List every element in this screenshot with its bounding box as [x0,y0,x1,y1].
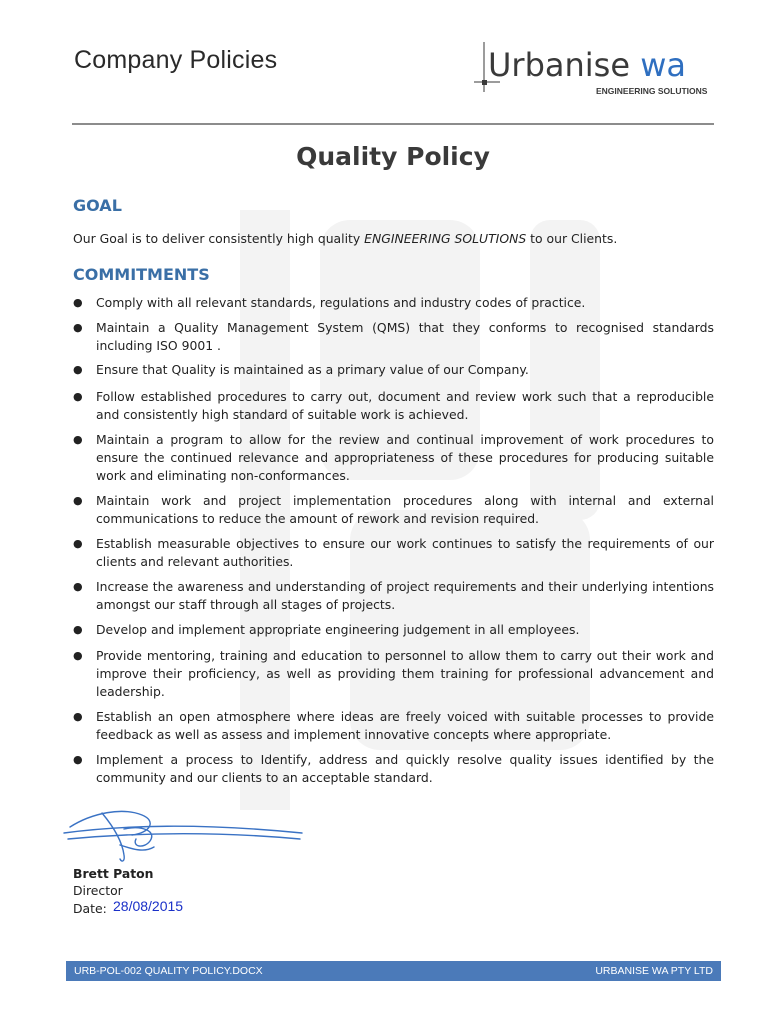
bullet-icon: ● [73,296,83,309]
goal-text-end: to our Clients. [526,231,618,246]
bullet-icon: ● [73,390,83,403]
commitments-heading: COMMITMENTS [73,265,210,284]
footer-document-code: URB-POL-002 QUALITY POLICY.DOCX [74,965,263,977]
goal-text-start: Our Goal is to deliver consistently high quality [73,231,365,246]
header-title: Company Policies [74,46,278,74]
signatory-role: Director [73,883,123,898]
bullet-icon: ● [73,363,83,376]
goal-heading: GOAL [73,196,122,215]
bullet-icon: ● [73,649,83,662]
date-value: 28/08/2015 [113,898,184,914]
list-item [72,319,714,355]
date-label: Date: [73,901,107,916]
list-item [72,535,714,571]
bullet-icon: ● [73,433,83,446]
footer-company-name: URBANISE WA PTY LTD [595,965,713,977]
list-item-text: Ensure that Quality is maintained as a primary value of our Company. [96,362,529,377]
goal-text [73,231,733,246]
list-item-text: Comply with all relevant standards, regulations and industry codes of practice. [96,295,586,310]
goal-text-emphasis: ENGINEERING SOLUTIONS [364,231,527,246]
commitments-list [72,294,714,787]
bullet-icon: ● [73,753,83,766]
logo-tagline: ENGINEERING SOLUTIONS [596,86,708,96]
list-item [72,578,714,614]
list-item [72,361,714,379]
list-item-text: Establish measurable objectives to ensure our work continues to satisfy the requirements of our clients and relevant authorities. [96,536,714,569]
bullet-icon: ● [73,537,83,550]
bullet-icon: ● [73,623,83,636]
list-item-text: Maintain work and project implementation procedures along with internal and external communications to reduce the amount of rework and revision required. [96,493,714,526]
document-title: Quality Policy [296,142,490,171]
logo-wordmark: Urbanise wa [488,46,686,84]
signatory-name: Brett Paton [73,866,154,881]
list-item-text: Develop and implement appropriate engineering judgement in all employees. [96,622,580,637]
list-item-text: Increase the awareness and understanding of project requirements and their underlying intentions amongst our staff through all stages of projects. [96,579,714,612]
bullet-icon: ● [73,494,83,507]
company-logo [470,42,720,100]
list-item [72,431,714,485]
bullet-icon: ● [73,321,83,334]
bullet-icon: ● [73,710,83,723]
list-item [72,647,714,701]
list-item-text: Follow established procedures to carry out, document and review work such that a reproducible and consistently high standard of suitable work is achieved. [96,389,714,422]
list-item [72,708,714,744]
list-item [72,621,714,639]
list-item [72,751,714,787]
list-item [72,492,714,528]
footer-bar [66,961,721,981]
list-item-text: Provide mentoring, training and education to personnel to allow them to carry out their work and improve their proficiency, as well as providing them training for professional advancement and leadership. [96,648,714,699]
list-item [72,294,714,312]
list-item-text: Maintain a program to allow for the review and continual improvement of work procedures to ensure the continued relevance and appropriateness of these procedures for producing suitable work and eliminating non-conformances. [96,432,714,483]
header-divider [72,123,714,125]
list-item-text: Establish an open atmosphere where ideas are freely voiced with suitable processes to provide feedback as well as assess and implement innovative concepts where appropriate. [96,709,714,742]
bullet-icon: ● [73,580,83,593]
list-item-text: Implement a process to Identify, address and quickly resolve quality issues identified by the community and our clients to an acceptable standard. [96,752,714,785]
list-item-text: Maintain a Quality Management System (QMS) that they conforms to recognised standards including ISO 9001 . [96,320,714,353]
handwritten-signature [62,805,312,875]
list-item [72,388,714,424]
